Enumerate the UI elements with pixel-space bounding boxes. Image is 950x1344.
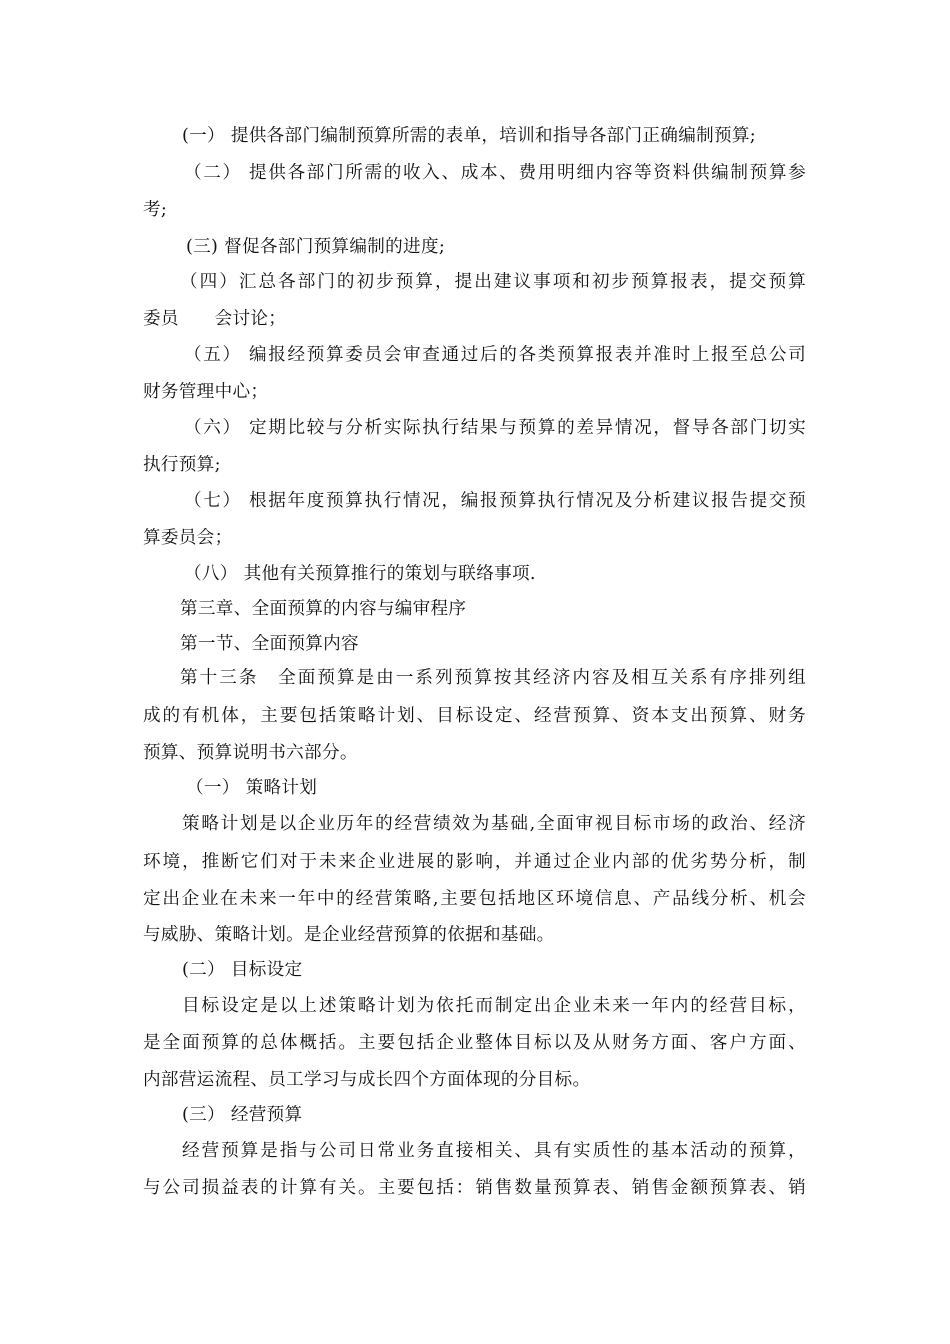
text-line: 算委员会； [143, 528, 233, 548]
text-line: 经营预算是指与公司日常业务直接相关、具有实质性的基本活动的预算， [182, 1141, 806, 1161]
section-heading: 第一节、全面预算内容 [180, 634, 359, 654]
subsection-heading: (二） 目标设定 [182, 960, 303, 980]
subsection-heading: （一） 策略计划 [186, 778, 318, 798]
text-line: 是全面预算的总体概括。主要包括企业整体目标以及从财务方面、客户方面、 [143, 1033, 806, 1053]
text-line: 策略计划是以企业历年的经营绩效为基础,全面审视目标市场的政治、经济 [182, 814, 806, 834]
text-line: 考; [143, 200, 168, 220]
text-line: 环境，推断它们对于未来企业进展的影响，并通过企业内部的优劣势分析，制 [143, 852, 806, 872]
text-line: (三) 督促各部门预算编制的进度; [186, 237, 446, 257]
section-heading: 第三章、全面预算的内容与编审程序 [180, 599, 467, 619]
text-line: （四）汇总各部门的初步预算，提出建议事项和初步预算报表，提交预算 [180, 272, 806, 292]
text-line: （二） 提供各部门所需的收入、成本、费用明细内容等资料供编制预算参 [184, 163, 806, 183]
text-line: （六） 定期比较与分析实际执行结果与预算的差异情况，督导各部门切实 [184, 418, 806, 438]
text-line: 财务管理中心； [143, 382, 269, 402]
text-line: （八） 其他有关预算推行的策划与联络事项. [184, 564, 536, 584]
text-line: （七） 根据年度预算执行情况，编报预算执行情况及分析建议报告提交预 [184, 491, 806, 511]
text-line: (一） 提供各部门编制预算所需的表单，培训和指导各部门正确编制预算; [182, 126, 756, 146]
text-line: 定出企业在未来一年中的经营策略,主要包括地区环境信息、产品线分析、机会 [143, 889, 806, 909]
text-line: 第十三条 全面预算是由一系列预算按其经济内容及相互关系有序排列组 [180, 668, 806, 688]
subsection-heading: (三） 经营预算 [182, 1105, 303, 1125]
text-line: 委员 会讨论； [143, 309, 287, 329]
text-line: 与威胁、策略计划。是企业经营预算的依据和基础。 [143, 925, 555, 945]
text-line: 成的有机体，主要包括策略计划、目标设定、经营预算、资本支出预算、财务 [143, 706, 806, 726]
text-line: 目标设定是以上述策略计划为依托而制定出企业未来一年内的经营目标， [182, 996, 806, 1016]
text-line: 预算、预算说明书六部分。 [143, 743, 358, 763]
text-line: 与公司损益表的计算有关。主要包括：销售数量预算表、销售金额预算表、销 [143, 1178, 806, 1198]
text-line: 执行预算; [143, 455, 221, 475]
text-line: （五） 编报经预算委员会审查通过后的各类预算报表并准时上报至总公司 [184, 345, 806, 365]
text-line: 内部营运流程、员工学习与成长四个方面体现的分目标。 [143, 1070, 591, 1090]
